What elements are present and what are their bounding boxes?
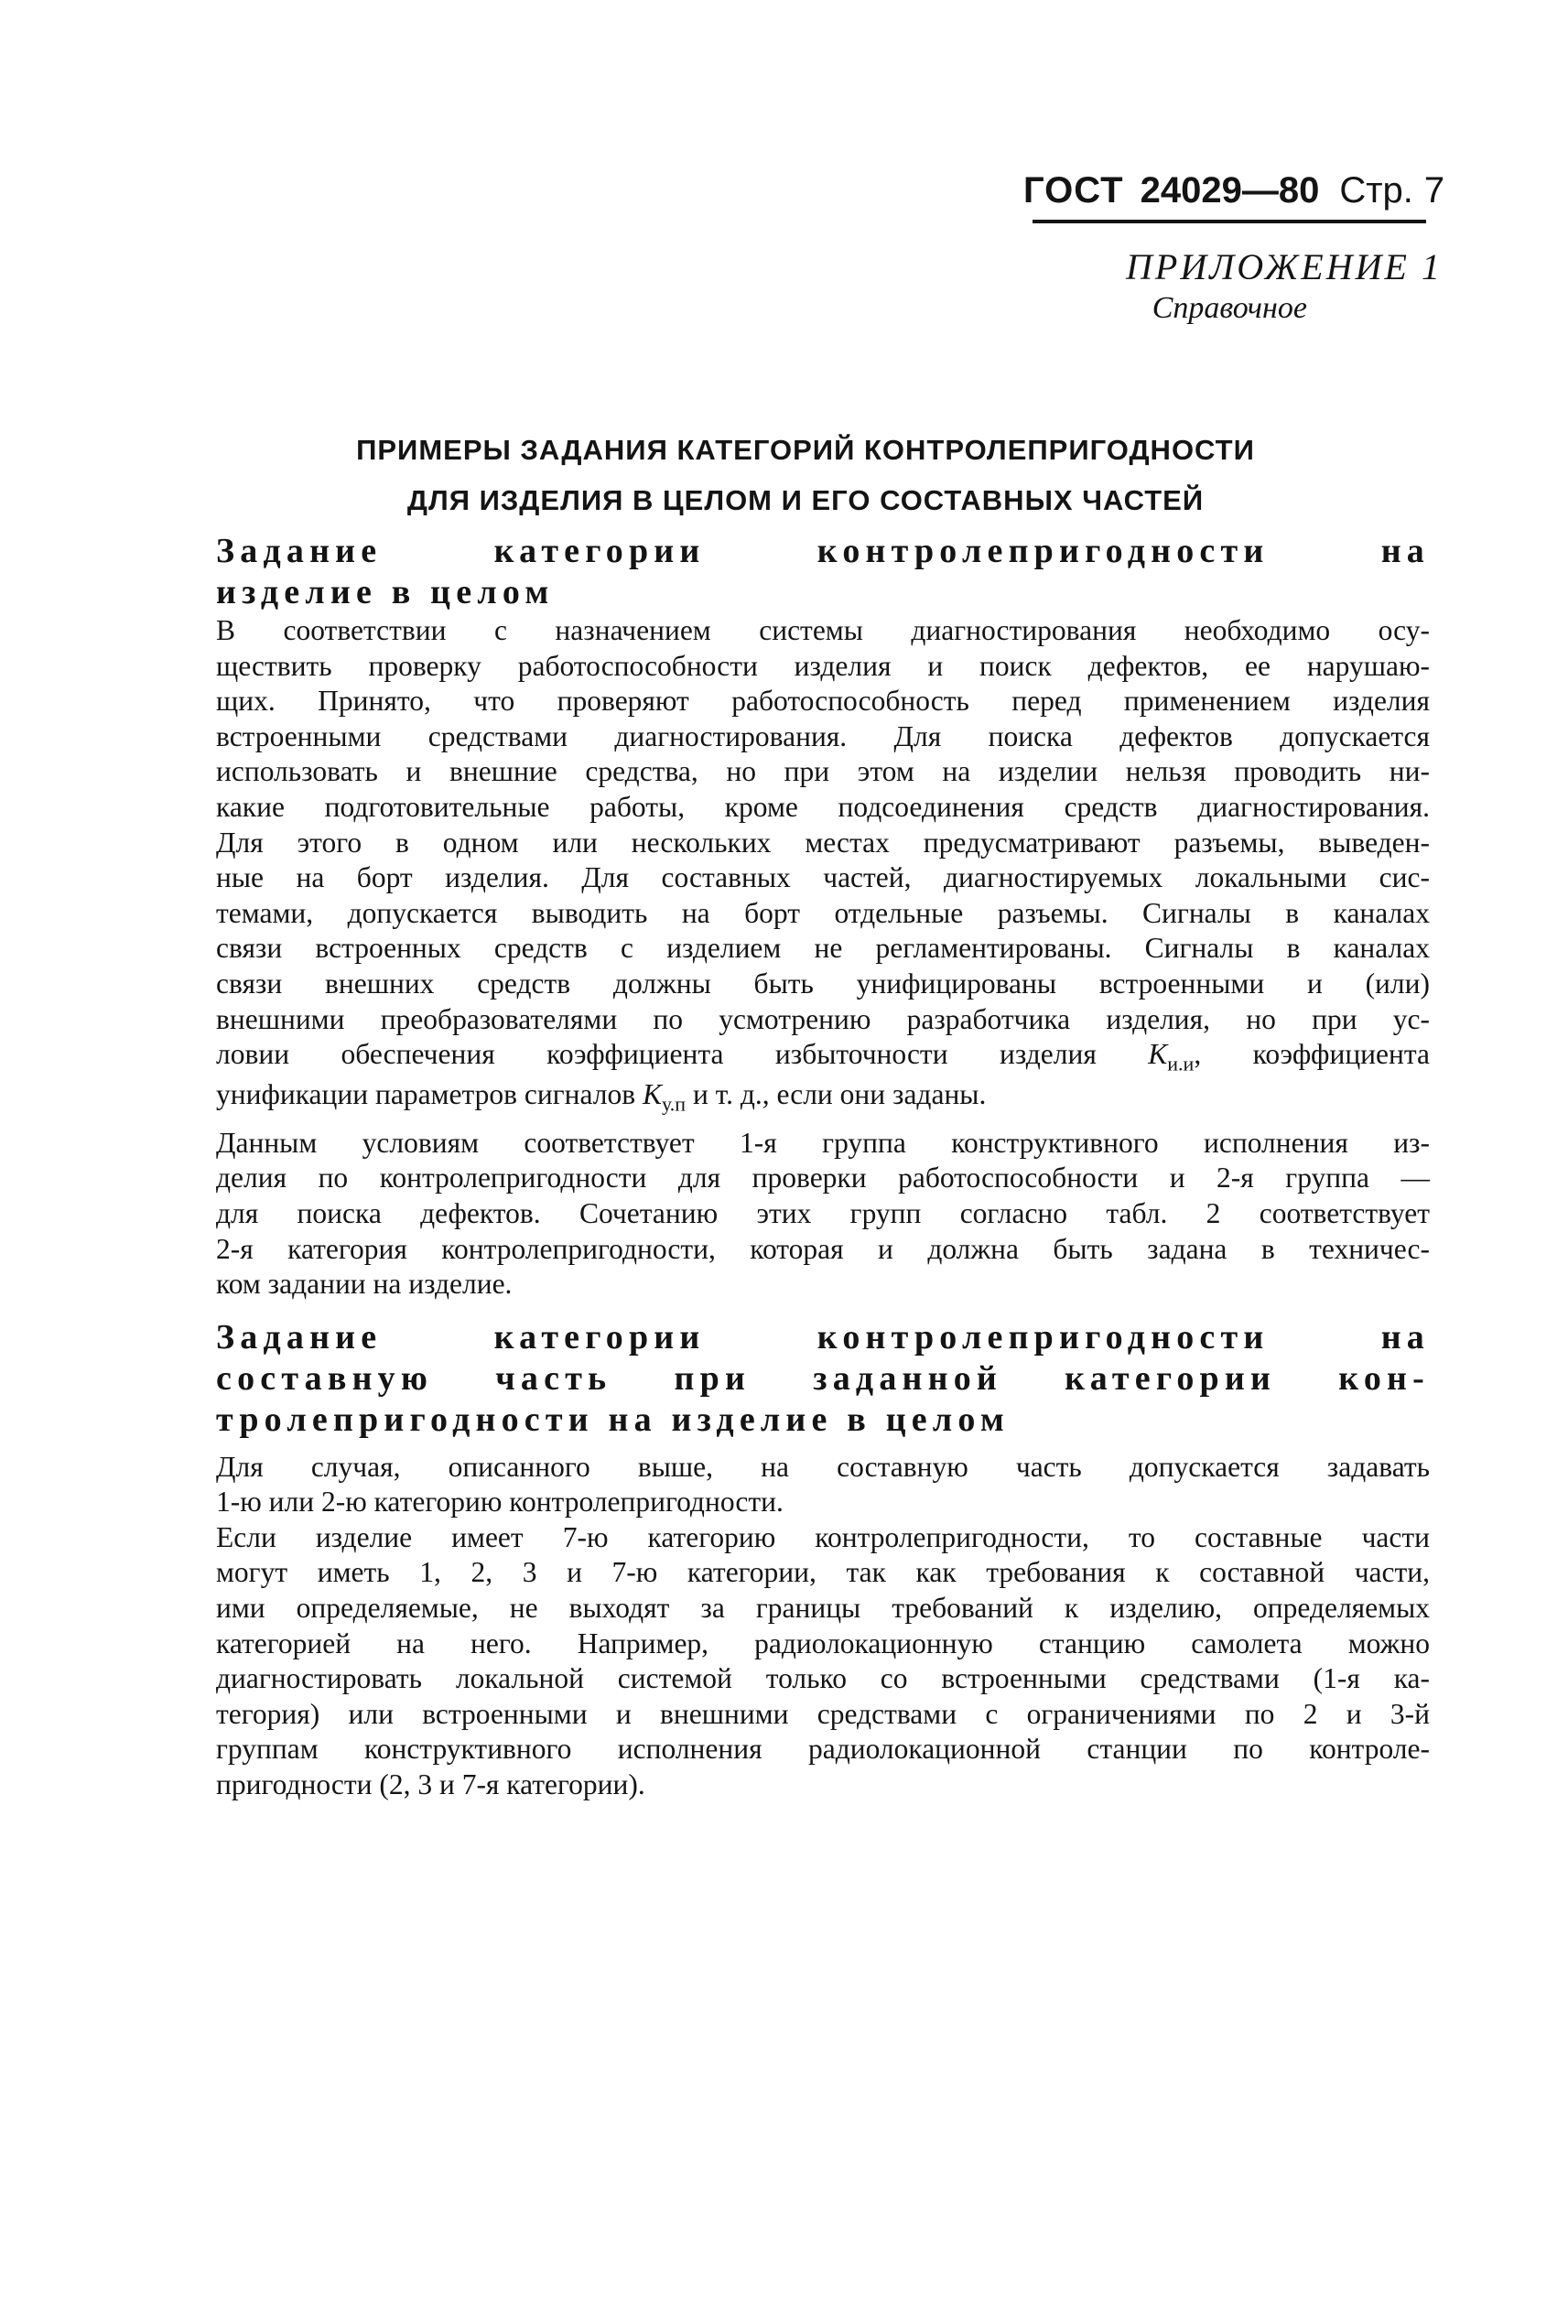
text-line: связи встроенных средств с изделием не регламентированы. Сигналы в каналах (216, 932, 1430, 965)
text-line: могут иметь 1, 2, 3 и 7-ю категории, так как требования к составной части, (216, 1556, 1430, 1589)
appendix-note: Справочное (1152, 291, 1307, 325)
text-line: 2-я категория контролепригодности, которая и должна быть задана в техничес- (216, 1232, 1430, 1265)
section-2-heading-line-3: тролепригодности на изделие в целом (216, 1400, 1010, 1439)
text-line: 1-ю или 2-ю категорию контролепригодности. (216, 1486, 784, 1519)
text-line: связи внешних средств должны быть унифицированы встроенными и (или) (216, 967, 1430, 1000)
section-2-heading (216, 1317, 1430, 1441)
text-line: Для случая, описанного выше, на составную часть допускается задавать (216, 1450, 1430, 1483)
standard-number: 24029—80 (1140, 170, 1320, 211)
section-2-heading-line-2: составную часть при заданной категории кон- (216, 1358, 1430, 1398)
appendix-label: ПРИЛОЖЕНИЕ 1 (1126, 246, 1443, 287)
page-header (1023, 170, 1445, 211)
text-line: диагностировать локальной системой только со встроенными средствами (1-я ка- (216, 1662, 1430, 1695)
text-segment: и т. д., если они заданы. (692, 1077, 987, 1110)
text-line: для поиска дефектов. Сочетанию этих групп согласно табл. 2 соответствует (216, 1196, 1430, 1229)
section-1-paragraph-2 (216, 1126, 1430, 1303)
document-title (211, 425, 1400, 525)
text-segment: унификации параметров сигналов (216, 1077, 636, 1110)
section-2-paragraph-2 (216, 1520, 1430, 1803)
header-rule (1033, 220, 1426, 223)
text-line: темами, допускается выводить на борт отдельные разъемы. Сигналы в каналах (216, 896, 1430, 929)
text-line-with-kii (216, 1037, 1431, 1076)
text-line: какие подготовительные работы, кроме подсоединения средств диагностирования. (216, 790, 1430, 823)
section-1-heading-line-2: изделие в целом (216, 573, 555, 611)
title-line-1: ПРИМЕРЫ ЗАДАНИЯ КАТЕГОРИЙ КОНТРОЛЕПРИГОДНОСТИ (356, 434, 1255, 466)
page-label: Стр. (1339, 170, 1413, 211)
text-line: Для этого в одном или нескольких местах предусматривают разъемы, выведен- (216, 826, 1430, 859)
k-ii-subscript: и.и (1167, 1052, 1195, 1076)
text-line: Данным условиям соответствует 1-я группа конструктивного исполнения из- (216, 1126, 1430, 1159)
text-line: В соответствии с назначением системы диагностирования необходимо осу- (216, 614, 1430, 646)
text-line: категорией на него. Например, радиолокационную станцию самолета можно (216, 1627, 1430, 1659)
page-number: 7 (1423, 170, 1445, 211)
k-up-symbol: K (642, 1077, 662, 1110)
text-line: щих. Принято, что проверяют работоспособность перед применением изделия (216, 685, 1430, 718)
text-segment: ловии обеспечения коэффициента избыточности изделия (216, 1038, 1097, 1071)
text-line: делия по контролепригодности для проверки работоспособности и 2-я группа — (216, 1162, 1430, 1194)
section-2-heading-line-1: Задание категории контролепригодности на (216, 1317, 1430, 1357)
text-line: встроенными средствами диагностирования. Для поиска дефектов допускается (216, 719, 1430, 752)
k-ii-symbol: K (1148, 1038, 1168, 1071)
text-line: использовать и внешние средства, но при этом на изделии нельзя проводить ни- (216, 755, 1430, 788)
document-body (216, 531, 1430, 1803)
k-up-subscript: у.п (661, 1092, 687, 1116)
title-line-2: ДЛЯ ИЗДЕЛИЯ В ЦЕЛОМ И ЕГО СОСТАВНЫХ ЧАСТЕЙ (406, 484, 1205, 516)
text-line: ком задании на изделие. (216, 1268, 513, 1301)
section-1-paragraph-1 (216, 613, 1430, 1117)
text-line: тегория) или встроенными и внешними средствами с ограничениями по 2 и 3-й (216, 1697, 1430, 1730)
text-line: ные на борт изделия. Для составных частей, диагностируемых локальными сис- (216, 861, 1430, 894)
text-line: Если изделие имеет 7-ю категорию контролепригодности, то составные части (216, 1520, 1430, 1553)
text-line: группам конструктивного исполнения радиолокационной станции по контроле- (216, 1733, 1430, 1766)
text-line: ществить проверку работоспособности изделия и поиск дефектов, ее нарушаю- (216, 649, 1430, 682)
text-line: пригодности (2, 3 и 7-я категории). (216, 1768, 645, 1801)
text-line: ими определяемые, не выходят за границы требований к изделию, определяемых (216, 1592, 1430, 1625)
standard-label: ГОСТ (1023, 170, 1124, 211)
text-segment: , коэффициента (1194, 1038, 1431, 1071)
section-2-paragraph-1 (216, 1450, 1430, 1520)
section-1-heading (216, 531, 1430, 613)
text-line: внешними преобразователями по усмотрению разработчика изделия, но при ус- (216, 1002, 1430, 1035)
text-line-with-kup (216, 1073, 1430, 1117)
section-1-heading-line-1: Задание категории контролепригодности на (216, 532, 1430, 570)
